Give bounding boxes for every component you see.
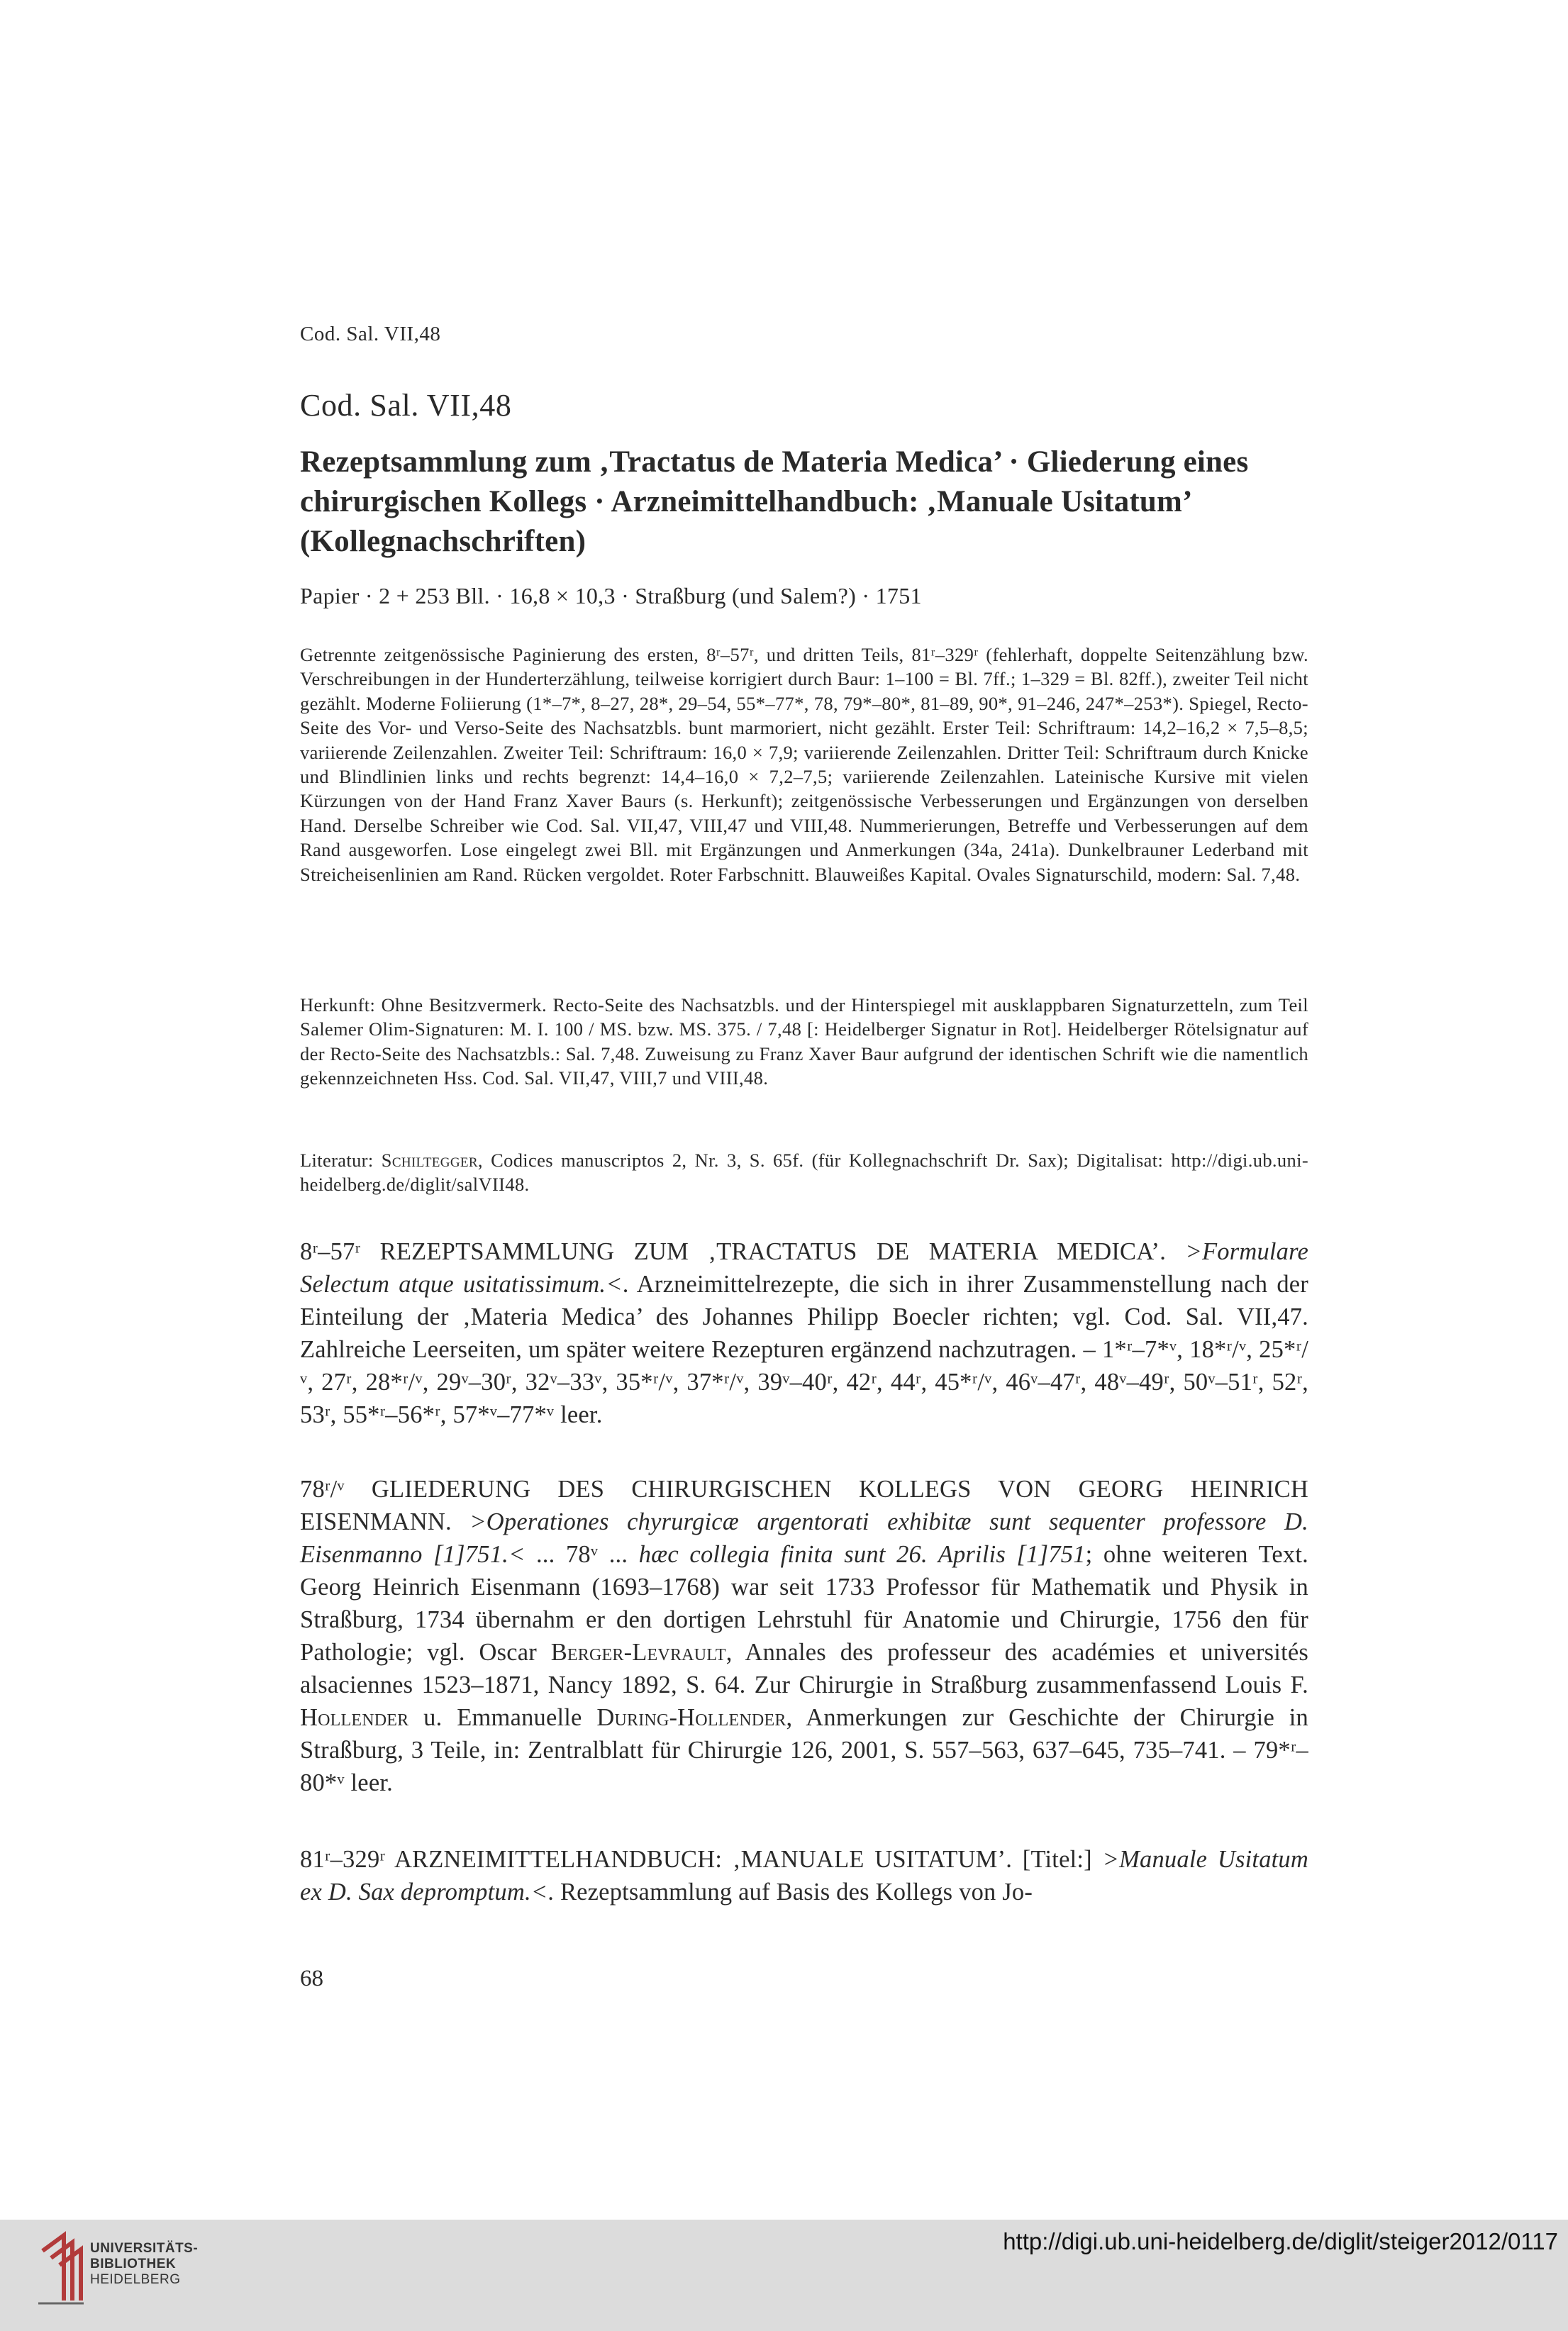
section-incipit: >Operationes chyrurgicæ argentorati exhibitæ sunt sequenter professore D. Eisenmanno [300, 1508, 1309, 1568]
cited-author: Berger-Levrault [550, 1639, 726, 1666]
section-text: . Arzneimittelrezepte, die sich in ihrer Zusammenstellung nach der Einteilung der ‚Materia Medica’ des Johannes Philipp Boecler richten; vgl. Cod. Sal. VII,47. Zahlreiche Leerseiten, um später weitere Rezepturen ergänzend nachzutragen. – 1*ʳ–7*ᵛ, 18*ʳ/ᵛ, 25*ʳ/ᵛ, 27ʳ, 28*ʳ/ᵛ, 29ᵛ–30ʳ, 32ᵛ–33ᵛ, 35*ʳ/ᵛ, 37*ʳ/ᵛ, 39ᵛ–40ʳ, 42ʳ, 44ʳ, 45*ʳ/ᵛ, 46ᵛ–47ʳ, 48ᵛ–49ʳ, 50ᵛ–51ʳ, 52ʳ, 53ʳ, 55*ʳ–56*ʳ, 57*ᵛ–77*ᵛ leer. [300, 1271, 1308, 1428]
digitization-footer [0, 2220, 1568, 2331]
title-line: (Kollegnachschriften) [300, 525, 586, 558]
literature-text: , Codices manuscriptos 2, Nr. 3, S. 65f. (für Kollegnachschrift Dr. Sax); Digitalisat: http://digi.ub.uni-heidelberg.de/diglit/salVII48. [300, 1150, 1308, 1196]
section-incipit: >Formulare Selectum atque usitatissimum.< [300, 1238, 1308, 1298]
digitization-url-link[interactable]: http://digi.ub.uni-heidelberg.de/diglit/steiger2012/0117 [1003, 2228, 1558, 2254]
literature-paragraph [300, 1148, 1308, 1197]
section-text: ; ohne weiteren Text. Georg Heinrich Eisenmann (1693–1768) war seit 1733 Professor für Mathematik und Physik in Straßburg, 1734 übernahm er den dortigen Lehrstuhl für Anatomie und Chirurgie, 1756 den für Pathologie; vgl. Oscar [300, 1541, 1308, 1666]
library-name [90, 2241, 198, 2288]
library-name-line: BIBLIOTHEK [90, 2257, 177, 2271]
literature-author: Schiltegger [381, 1150, 478, 1171]
section-heading: 81ʳ–329ʳ ARZNEIMITTELHANDBUCH: ‚MANUALE USITATUM’. [Titel:] [300, 1846, 1103, 1873]
cited-author: During-Hollender [596, 1704, 786, 1731]
cited-author: Hollender [300, 1704, 409, 1731]
running-head: Cod. Sal. VII,48 [300, 323, 441, 345]
section-incipit: >Manuale Usitatum ex D. Sax depromptum.< [300, 1846, 1308, 1906]
content-section-recipes [300, 1235, 1308, 1431]
shelfmark-heading: Cod. Sal. VII,48 [300, 388, 512, 423]
section-explicit: hæc collegia finita sunt 26. Aprilis [638, 1541, 1006, 1568]
literature-label: Literatur: [300, 1150, 382, 1171]
section-text: , Anmerkungen zur Geschichte der Chirurgie in Straßburg, 3 Teile, in: Zentralblatt für Chirurgie 126, 2001, S. 557–563, 637–645, 735–741. – 79*ʳ–80*ᵛ leer. [300, 1704, 1308, 1796]
physical-description-line: Papier · 2 + 253 Bll. · 16,8 × 10,3 · Straßburg (und Salem?) · 1751 [300, 583, 922, 608]
section-year: [1]751 [1006, 1541, 1086, 1568]
section-text: . Rezeptsammlung auf Basis des Kollegs von Jo- [547, 1879, 1033, 1906]
content-section-manual [300, 1843, 1308, 1908]
provenance-paragraph: Herkunft: Ohne Besitzvermerk. Recto-Seite des Nachsatzbls. und der Hinterspiegel mit ausklappbaren Signaturzetteln, zum Teil Salemer Olim-Signaturen: M. I. 100 / MS. bzw. MS. 375. / 7,48 [: Heidelberger Signatur in Rot]. Heidelberger Rötelsignatur auf der Recto-Seite des Nachsatzbls.: Sal. 7,48. Zuweisung zu Franz Xaver Baur aufgrund der identischen Schrift wie die namentlich gekennzeichneten Hss. Cod. Sal. VII,47, VIII,7 und VIII,48. [300, 994, 1308, 1089]
title-line: Rezeptsammlung zum ‚Tractatus de Materia Medica’ · Gliederung eines [300, 445, 1249, 479]
section-heading: 8ʳ–57ʳ REZEPTSAMMLUNG ZUM ‚TRACTATUS DE MATERIA MEDICA’. [300, 1238, 1186, 1265]
codicological-description: Getrennte zeitgenössische Paginierung des ersten, 8ʳ–57ʳ, und dritten Teils, 81ʳ–329ʳ (fehlerhaft, doppelte Seitenzählung bzw. Verschreibungen in der Hunderterzählung, teilweise korrigiert durch Baur: 1–100 = Bl. 7ff.; 1–329 = Bl. 82ff.), zweiter Teil nicht gezählt. Moderne Foliierung (1*–7*, 8–27, 28*, 29–54, 55*–77*, 78, 79*–80*, 81–89, 90*, 91–246, 247*–253*). Spiegel, Recto-Seite des Vor- und Verso-Seite des Nachsatzbls. bunt marmoriert, nicht gezählt. Erster Teil: Schriftraum: 14,2–16,2 × 7,5–8,5; variierende Zeilenzahlen. Zweiter Teil: Schriftraum: 16,0 × 7,9; variierende Zeilenzahlen. Dritter Teil: Schriftraum durch Knicke und Blindlinien links und rechts begrenzt: 14,4–16,0 × 7,2–7,5; variierende Zeilenzahlen. Lateinische Kursive mit vielen Kürzungen von der Hand Franz Xaver Baurs (s. Herkunft); zeitgenössische Verbesserungen und Ergänzungen von derselben Hand. Derselbe Schreiber wie Cod. Sal. VII,47, VIII,47 und VIII,48. Nummerierungen, Betreffe und Verbesserungen auf dem Rand ausgeworfen. Lose eingelegt zwei Bll. mit Ergänzungen und Anmerkungen (34a, 241a). Dunkelbrauner Lederband mit Streicheisenlinien am Rand. Rücken vergoldet. Roter Farbschnitt. Blauweißes Kapital. Ovales Signaturschild, modern: Sal. 7,48. [300, 644, 1308, 885]
library-name-line: UNIVERSITÄTS- [90, 2241, 199, 2256]
title-line: chirurgischen Kollegs · Arzneimittelhandbuch: ‚Manuale Usitatum’ [300, 485, 1193, 518]
page-number: 68 [300, 1966, 323, 1991]
library-name-line: HEIDELBERG [90, 2272, 181, 2287]
section-heading: 78ʳ/ᵛ GLIEDERUNG DES CHIRURGISCHEN KOLLEGS VON GEORG HEINRICH EISENMANN. [300, 1476, 1308, 1535]
manuscript-title [300, 443, 1307, 562]
section-year: [1]751.< [433, 1541, 526, 1568]
library-logo-icon [35, 2230, 85, 2308]
content-section-surgery-course [300, 1473, 1308, 1799]
section-folio-reference: ... 78ᵛ ... [525, 1541, 639, 1568]
section-text: , Annales des professeur des académies et universités alsaciennes 1523–1871, Nancy 1892, S. 64. Zur Chirurgie in Straßburg zusammenfassend Louis F. [300, 1639, 1309, 1698]
section-text: u. Emmanuelle [408, 1704, 597, 1731]
